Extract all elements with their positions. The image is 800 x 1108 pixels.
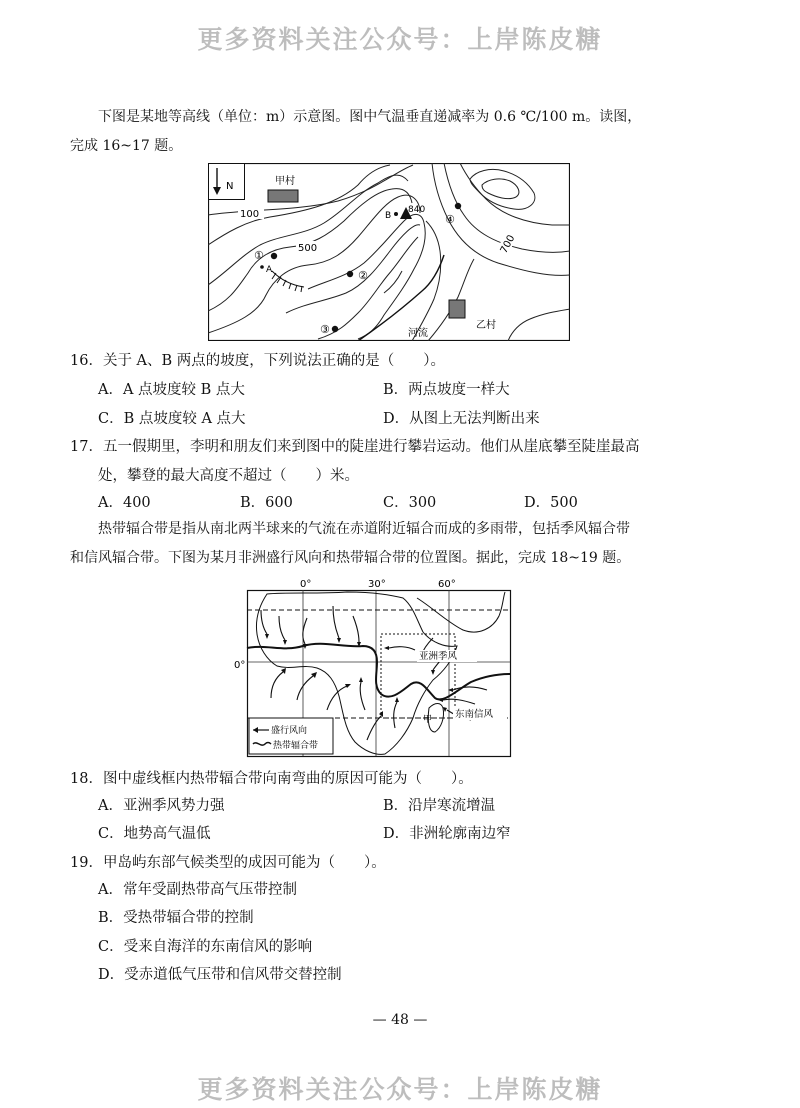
q18-option-b: B．沿岸寒流增温	[383, 798, 496, 814]
page-number: — 48 —	[372, 1012, 428, 1028]
watermark-bottom: 更多资料关注公众号：上岸陈皮糖	[197, 1075, 603, 1104]
q19-option-a: A．常年受副热带高气压带控制	[98, 882, 297, 898]
question-18-stem: 18．图中虚线框内热带辐合带向南弯曲的原因可能为（ ）。	[70, 771, 473, 787]
q18-option-a: A．亚洲季风势力强	[98, 798, 225, 814]
q19-option-d: D．受赤道低气压带和信风带交替控制	[98, 967, 342, 983]
q16-option-c: C．B 点坡度较 A 点大	[98, 411, 246, 427]
intro1-line1: 下图是某地等高线（单位：m）示意图。图中气温垂直递减率为 0.6 ℃/100 m。读图，	[98, 109, 642, 125]
q19-option-b: B．受热带辐合带的控制	[98, 910, 254, 926]
point-1-label: ①	[254, 249, 264, 262]
point-2-label: ②	[358, 269, 368, 282]
question-19-stem: 19．甲岛屿东部气候类型的成因可能为（ ）。	[70, 855, 386, 871]
question-17-stem	[70, 433, 730, 491]
village-yi-block-icon	[449, 300, 465, 318]
q18-option-d: D．非洲轮廓南边窄	[383, 826, 511, 842]
q16-option-b: B．两点坡度一样大	[383, 382, 510, 398]
village-jia-label: 甲村	[275, 176, 295, 187]
point-3-label: ③	[320, 323, 330, 336]
contour-700-label: 700	[498, 233, 518, 256]
river-label: 河流	[408, 328, 428, 339]
village-yi-label: 乙村	[476, 320, 496, 331]
point-a-label: A	[266, 265, 273, 275]
intro-paragraph-2	[70, 515, 730, 573]
question-16-stem: 16．关于 A、B 两点的坡度，下列说法正确的是（ ）。	[70, 353, 446, 369]
q17-option-a: A．400	[98, 495, 151, 511]
intro2-line1: 热带辐合带是指从南北两半球来的气流在赤道附近辐合而成的多雨带，包括季风辐合带	[98, 521, 630, 537]
village-jia-block-icon	[268, 190, 298, 202]
se-trade-label: 东南信风	[455, 709, 494, 720]
q18-option-c: C．地势高气温低	[98, 826, 211, 842]
watermark-top: 更多资料关注公众号：上岸陈皮糖	[197, 25, 603, 54]
legend	[249, 718, 333, 754]
north-label: N	[226, 181, 234, 192]
intro-paragraph-1	[70, 103, 730, 161]
q17-stem-line1: 17．五一假期里，李明和朋友们来到图中的陡崖进行攀岩运动。他们从崖底攀至陡崖最高	[70, 439, 640, 455]
lon-0-label: 0°	[300, 579, 312, 590]
q17-option-d: D．500	[524, 495, 578, 511]
contour-map	[208, 163, 570, 341]
q17-option-c: C．300	[383, 495, 437, 511]
q17-option-b: B．600	[240, 495, 293, 511]
legend-wind-label: 盛行风向	[271, 726, 308, 736]
q19-option-c: C．受来自海洋的东南信风的影响	[98, 939, 313, 955]
q16-option-a: A．A 点坡度较 B 点大	[98, 382, 245, 398]
point-4-label: ④	[445, 213, 455, 226]
q16-option-d: D．从图上无法判断出来	[383, 411, 540, 427]
lon-60-label: 60°	[438, 579, 456, 590]
peak-value: 840	[408, 205, 426, 215]
island-jia-label: 甲	[423, 715, 433, 725]
intro1-line2: 完成 16~17 题。	[70, 138, 183, 154]
q17-stem-line2: 处，攀登的最大高度不超过（ ）米。	[98, 468, 359, 484]
lon-30-label: 30°	[368, 579, 386, 590]
lat-0-label: 0°	[234, 660, 246, 671]
point-b-label: B	[385, 211, 392, 221]
contour-500-label: 500	[298, 243, 318, 254]
legend-itcz-label: 热带辐合带	[273, 741, 319, 751]
intro2-line2: 和信风辐合带。下图为某月非洲盛行风向和热带辐合带的位置图。据此，完成 18~19 题。	[70, 550, 631, 566]
africa-wind-map	[232, 576, 514, 760]
asia-monsoon-label: 亚洲季风	[419, 651, 458, 662]
contour-100-label: 100	[240, 209, 260, 220]
